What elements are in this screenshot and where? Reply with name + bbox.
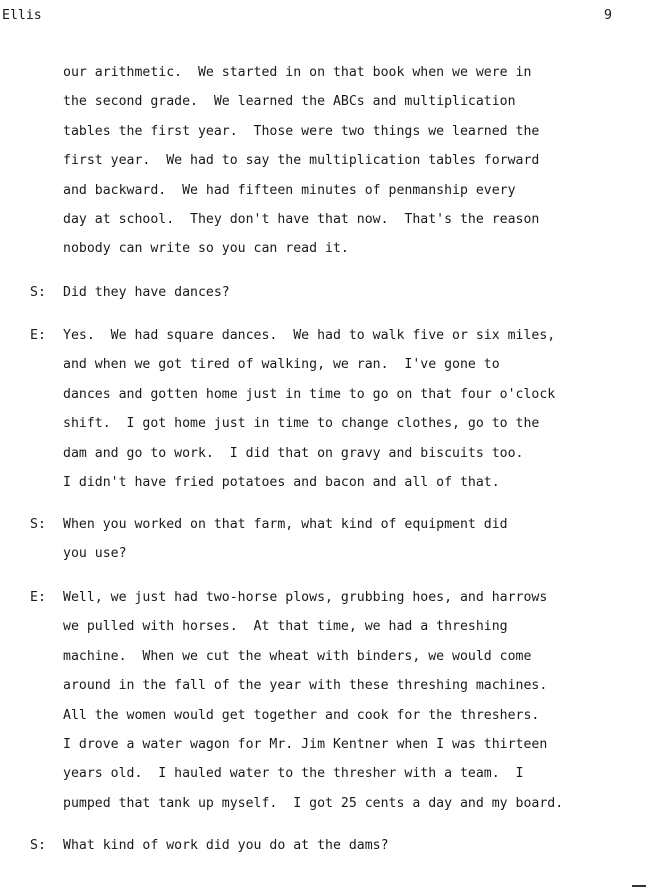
transcript-line: Yes. We had square dances. We had to walk five or six miles, (63, 328, 556, 343)
transcript-line: day at school. They don't have that now. That's the reason (63, 212, 540, 227)
transcript-line: dam and go to work. I did that on gravy and biscuits too. (63, 445, 524, 461)
transcript-line: first year. We had to say the multiplication tables forward (63, 153, 540, 169)
transcript-line: nobody can write so you can read it. (63, 241, 349, 257)
transcript-line: around in the fall of the year with these threshing machines. (63, 678, 548, 694)
transcript-line: and when we got tired of walking, we ran. I've gone to (63, 357, 500, 373)
transcript-line: and backward. We had fifteen minutes of penmanship every (63, 182, 516, 198)
transcript-line: Well, we just had two-horse plows, grubbing hoes, and harrows (63, 590, 548, 605)
transcript-line: our arithmetic. We started in on that book when we were in (63, 65, 532, 80)
page-number: 9 (604, 8, 612, 23)
scan-edge-mark (632, 885, 646, 887)
transcript-line: tables the first year. Those were two things we learned the (63, 123, 540, 139)
transcript-line: pumped that tank up myself. I got 25 cents a day and my board. (63, 795, 564, 811)
transcript-line: the second grade. We learned the ABCs and multiplication (63, 94, 516, 110)
speaker-label: S: (30, 838, 46, 853)
transcript-line: machine. When we cut the wheat with binders, we would come (63, 648, 532, 664)
speaker-label: E: (30, 328, 46, 343)
header-interviewee-name: Ellis (2, 8, 42, 23)
transcript-line: What kind of work did you do at the dams? (63, 838, 389, 853)
speaker-label: E: (30, 590, 46, 605)
transcript-line: shift. I got home just in time to change clothes, go to the (63, 416, 540, 432)
transcript-line: I didn't have fried potatoes and bacon and all of that. (63, 475, 500, 490)
transcript-line: dances and gotten home just in time to go on that four o'clock (63, 386, 556, 402)
transcript-line: I drove a water wagon for Mr. Jim Kentner when I was thirteen (63, 737, 548, 752)
speaker-label: S: (30, 517, 46, 532)
transcript-line: All the women would get together and cook for the threshers. (63, 707, 540, 723)
transcript-line: When you worked on that farm, what kind of equipment did (63, 517, 508, 532)
speaker-label: S: (30, 285, 46, 300)
transcript-line: we pulled with horses. At that time, we had a threshing (63, 619, 508, 635)
transcript-line: Did they have dances? (63, 285, 230, 300)
transcript-line: years old. I hauled water to the thresher with a team. I (63, 766, 524, 782)
transcript-line: you use? (63, 546, 127, 562)
